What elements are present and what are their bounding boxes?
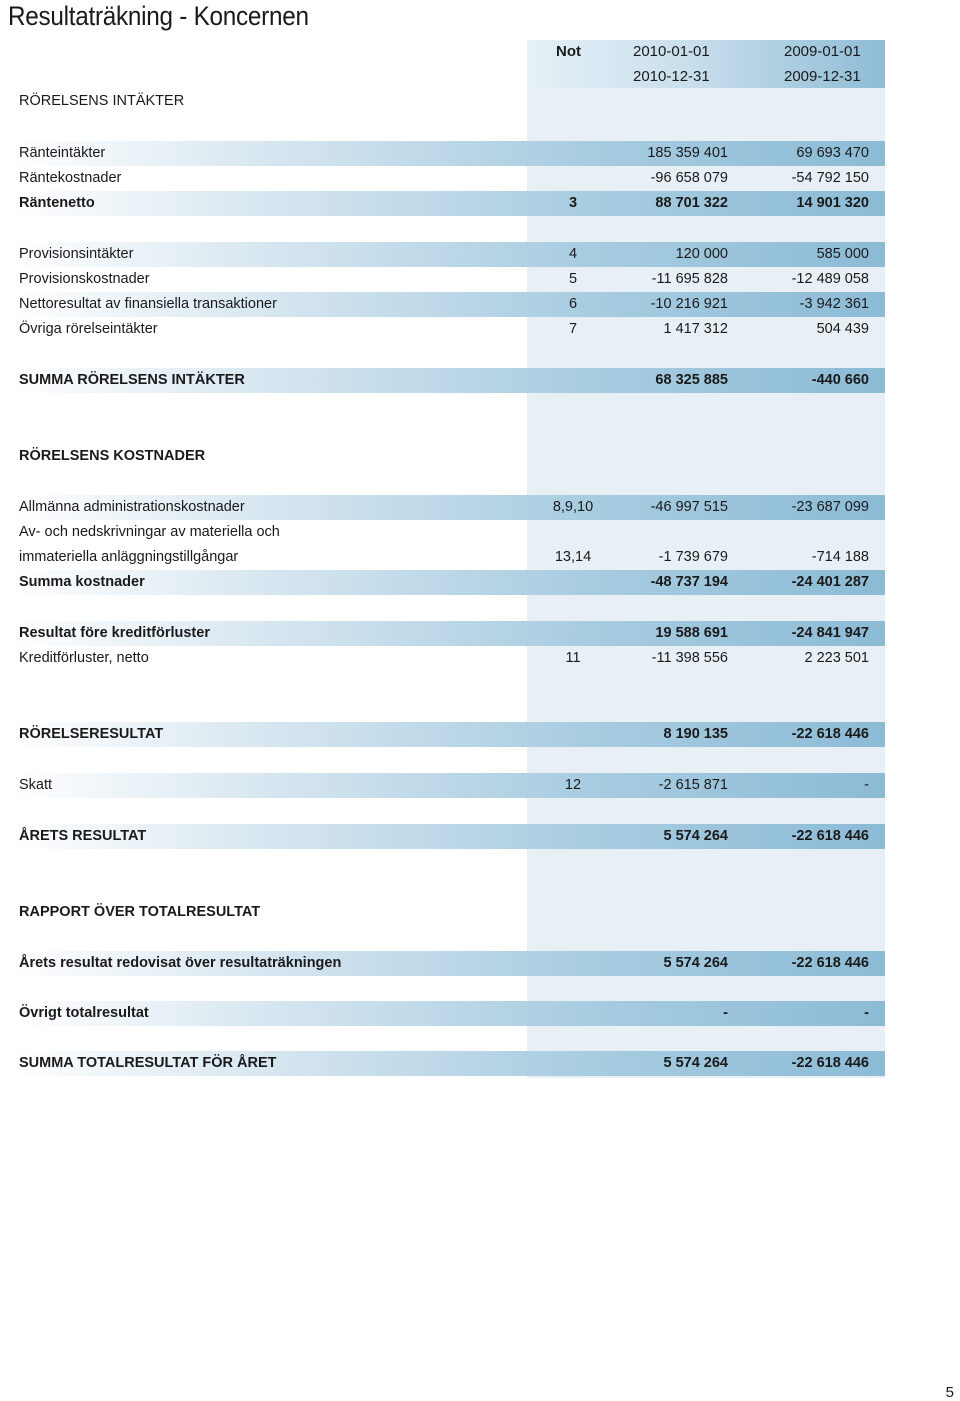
- value-2009: 585 000: [816, 246, 869, 262]
- value-2010: 5 574 264: [663, 955, 728, 971]
- row-label: RÖRELSERESULTAT: [19, 726, 164, 742]
- value-2010: -11 398 556: [651, 650, 728, 666]
- row-label: Räntenetto: [19, 195, 95, 211]
- row-label: Allmänna administrationskostnader: [19, 499, 245, 515]
- note-column-header: Not: [556, 43, 581, 60]
- table-row: [8, 900, 885, 925]
- row-note: 4: [568, 246, 578, 262]
- table-row: [8, 166, 885, 191]
- value-2009: -: [864, 777, 869, 793]
- row-label: Övriga rörelseintäkter: [19, 321, 158, 337]
- value-2010: -10 216 921: [650, 296, 728, 312]
- value-2009: -22 618 446: [791, 955, 869, 971]
- value-2009: 504 439: [816, 321, 869, 337]
- period-2010-start: 2010-01-01: [633, 43, 710, 60]
- row-label: Kreditförluster, netto: [19, 650, 149, 666]
- value-2009: -22 618 446: [791, 726, 869, 742]
- row-label: Provisionskostnader: [19, 271, 150, 287]
- value-2010: 68 325 885: [655, 372, 728, 388]
- row-label: Ränteintäkter: [19, 145, 106, 161]
- table-row: [8, 520, 885, 545]
- page-title: Resultaträkning - Koncernen: [8, 1, 309, 31]
- value-2009: -3 942 361: [799, 296, 869, 312]
- row-note: 13,14: [554, 549, 592, 565]
- table-row: [8, 722, 885, 747]
- row-note: 5: [568, 271, 578, 287]
- value-2009: -: [864, 1005, 869, 1021]
- table-row: [8, 141, 885, 166]
- table-row: [8, 444, 885, 469]
- value-2010: 5 574 264: [663, 828, 728, 844]
- row-label: RÖRELSENS INTÄKTER: [19, 93, 185, 109]
- row-label: Summa kostnader: [19, 574, 145, 590]
- column-header: [527, 40, 885, 88]
- value-2010: -48 737 194: [650, 574, 728, 590]
- value-2010: -46 997 515: [650, 499, 728, 515]
- table-row: [8, 89, 885, 114]
- row-label: Nettoresultat av finansiella transaktioner: [19, 296, 277, 312]
- value-2009: -54 792 150: [791, 170, 869, 186]
- table-row: [8, 824, 885, 849]
- table-row: [8, 317, 885, 342]
- row-label: Av- och nedskrivningar av materiella och: [19, 524, 280, 540]
- value-2009: -440 660: [811, 372, 869, 388]
- value-2009: -22 618 446: [791, 1055, 869, 1071]
- value-2010: 8 190 135: [663, 726, 728, 742]
- table-row: [8, 646, 885, 671]
- row-label: SUMMA TOTALRESULTAT FÖR ÅRET: [19, 1055, 277, 1071]
- row-note: 8,9,10: [552, 499, 594, 515]
- row-note: 12: [564, 777, 582, 793]
- row-note: 6: [568, 296, 578, 312]
- value-2009: -714 188: [811, 549, 869, 565]
- period-2010-end: 2010-12-31: [633, 68, 710, 85]
- value-2010: -2 615 871: [658, 777, 728, 793]
- row-note: 7: [568, 321, 578, 337]
- table-row: [8, 951, 885, 976]
- row-label: immateriella anläggningstillgångar: [19, 549, 239, 565]
- value-2010: 1 417 312: [663, 321, 728, 337]
- value-2010: -: [723, 1005, 728, 1021]
- value-2009: 14 901 320: [796, 195, 869, 211]
- table-row: [8, 242, 885, 267]
- value-2010: 185 359 401: [647, 145, 728, 161]
- value-2009: 2 223 501: [804, 650, 869, 666]
- row-note: 3: [568, 195, 578, 211]
- value-2010: -96 658 079: [650, 170, 728, 186]
- row-label: SUMMA RÖRELSENS INTÄKTER: [19, 372, 245, 388]
- value-2010: 88 701 322: [655, 195, 728, 211]
- value-2010: 5 574 264: [663, 1055, 728, 1071]
- period-2009-end: 2009-12-31: [784, 68, 861, 85]
- value-2009: -23 687 099: [791, 499, 869, 515]
- value-2009: -22 618 446: [791, 828, 869, 844]
- value-2010: -11 695 828: [651, 271, 728, 287]
- value-2009: -24 841 947: [791, 625, 869, 641]
- value-2009: -12 489 058: [791, 271, 869, 287]
- row-label: Skatt: [19, 777, 53, 793]
- row-label: Övrigt totalresultat: [19, 1005, 149, 1021]
- value-2009: 69 693 470: [796, 145, 869, 161]
- table-row: [8, 1051, 885, 1076]
- period-2009-start: 2009-01-01: [784, 43, 861, 60]
- row-note: 11: [565, 650, 581, 666]
- row-label: Resultat före kreditförluster: [19, 625, 210, 641]
- page-number: 5: [945, 1384, 954, 1401]
- value-2010: -1 739 679: [658, 549, 728, 565]
- table-row: [8, 495, 885, 520]
- table-row: [8, 621, 885, 646]
- table-row: [8, 545, 885, 570]
- row-label: Årets resultat redovisat över resultaträkningen: [19, 955, 342, 971]
- row-label: Räntekostnader: [19, 170, 122, 186]
- table-row: [8, 191, 885, 216]
- value-2009: -24 401 287: [791, 574, 869, 590]
- table-row: [8, 570, 885, 595]
- table-row: [8, 267, 885, 292]
- row-label: RÖRELSENS KOSTNADER: [19, 448, 206, 464]
- table-row: [8, 292, 885, 317]
- row-label: Provisionsintäkter: [19, 246, 134, 262]
- row-label: ÅRETS RESULTAT: [19, 828, 147, 844]
- row-label: RAPPORT ÖVER TOTALRESULTAT: [19, 904, 261, 920]
- table-row: [8, 773, 885, 798]
- value-2010: 19 588 691: [655, 625, 728, 641]
- value-2010: 120 000: [675, 246, 728, 262]
- table-row: [8, 1001, 885, 1026]
- table-row: [8, 368, 885, 393]
